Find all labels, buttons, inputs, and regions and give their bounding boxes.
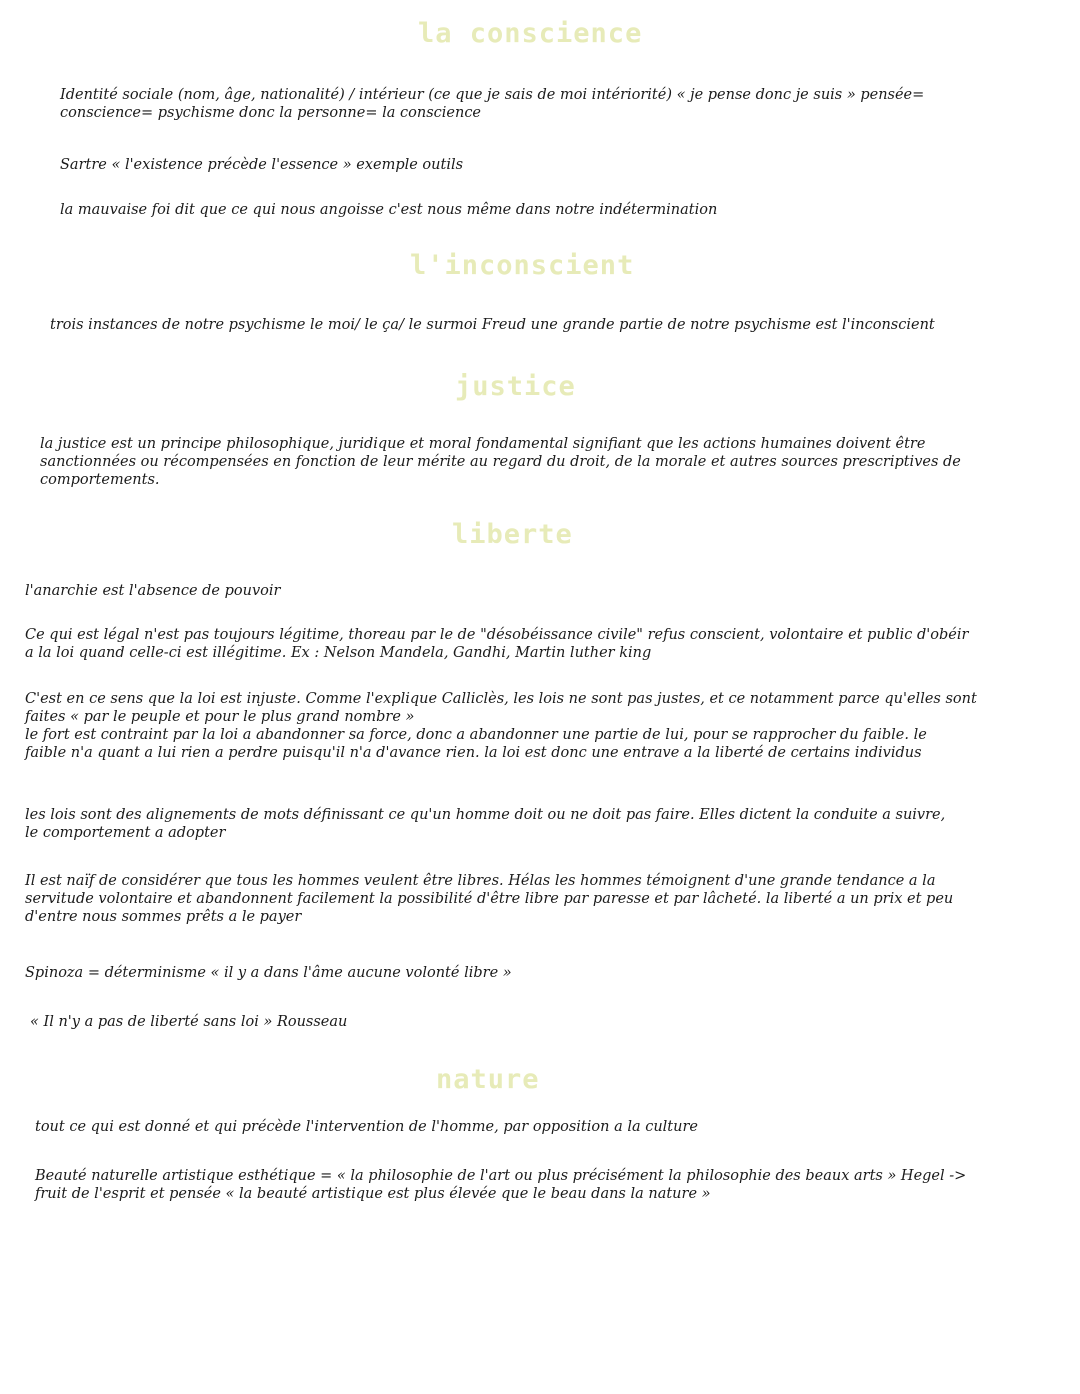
conscience-paragraph-3: la mauvaise foi dit que ce qui nous angoisse c'est nous même dans notre indétermination bbox=[60, 202, 718, 218]
liberte-paragraph-5: Il est naïf de considérer que tous les hommes veulent être libres. Hélas les hommes témoignent d'une grande tendance a la servitude volontaire et abandonnent facilement la possibilité d'être libre par paresse et par lâcheté. la liberté a un prix et peu d'entre nous sommes prêts a le payer bbox=[25, 873, 954, 925]
section-title-inconscient: l'inconscient bbox=[410, 250, 635, 281]
nature-paragraph-1: tout ce qui est donné et qui précède l'intervention de l'homme, par opposition a la culture bbox=[35, 1119, 698, 1135]
section-title-justice: justice bbox=[455, 371, 576, 402]
liberte-paragraph-7: « Il n'y a pas de liberté sans loi » Rousseau bbox=[30, 1014, 348, 1030]
section-title-nature: nature bbox=[436, 1064, 540, 1095]
conscience-paragraph-1: Identité sociale (nom, âge, nationalité) / intérieur (ce que je sais de moi intériorité) « je pense donc je suis » pensée= conscience= psychisme donc la personne= la conscience bbox=[60, 87, 925, 121]
justice-paragraph-1: la justice est un principe philosophique, juridique et moral fondamental signifiant que les actions humaines doivent être sanctionnées ou récompensées en fonction de leur mérite au regard du droit, de la morale et autres sources prescriptives de comportements. bbox=[40, 436, 961, 488]
section-title-liberte: liberte bbox=[452, 519, 573, 550]
liberte-paragraph-4: les lois sont des alignements de mots définissant ce qu'un homme doit ou ne doit pas faire. Elles dictent la conduite a suivre, le comportement a adopter bbox=[25, 807, 946, 841]
liberte-paragraph-6: Spinoza = déterminisme « il y a dans l'âme aucune volonté libre » bbox=[25, 965, 512, 981]
liberte-paragraph-3: C'est en ce sens que la loi est injuste. Comme l'explique Calliclès, les lois ne sont pas justes, et ce notamment parce qu'elles sont faites « par le peuple et pour le plus grand nombre » le fort est contraint par la loi a abandonner sa force, donc a abandonner une partie de lui, pour se rapprocher du faible. le faible n'a quant a lui rien a perdre puisqu'il n'a d'avance rien. la loi est donc une entrave a la liberté de certains individus bbox=[25, 691, 977, 761]
nature-paragraph-2: Beauté naturelle artistique esthétique = « la philosophie de l'art ou plus précisément la philosophie des beaux arts » Hegel -> fruit de l'esprit et pensée « la beauté artistique est plus élevée que le beau dans la nature » bbox=[35, 1168, 967, 1202]
section-title-conscience: la conscience bbox=[418, 18, 643, 49]
conscience-paragraph-2: Sartre « l'existence précède l'essence » exemple outils bbox=[60, 157, 464, 173]
liberte-paragraph-2: Ce qui est légal n'est pas toujours légitime, thoreau par le de "désobéissance civile" refus conscient, volontaire et public d'obéir a la loi quand celle-ci est illégitime. Ex : Nelson Mandela, Gandhi, Martin luther king bbox=[25, 627, 969, 661]
inconscient-paragraph-1: trois instances de notre psychisme le moi/ le ça/ le surmoi Freud une grande partie de notre psychisme est l'inconscient bbox=[50, 317, 935, 333]
liberte-paragraph-1: l'anarchie est l'absence de pouvoir bbox=[25, 583, 281, 599]
